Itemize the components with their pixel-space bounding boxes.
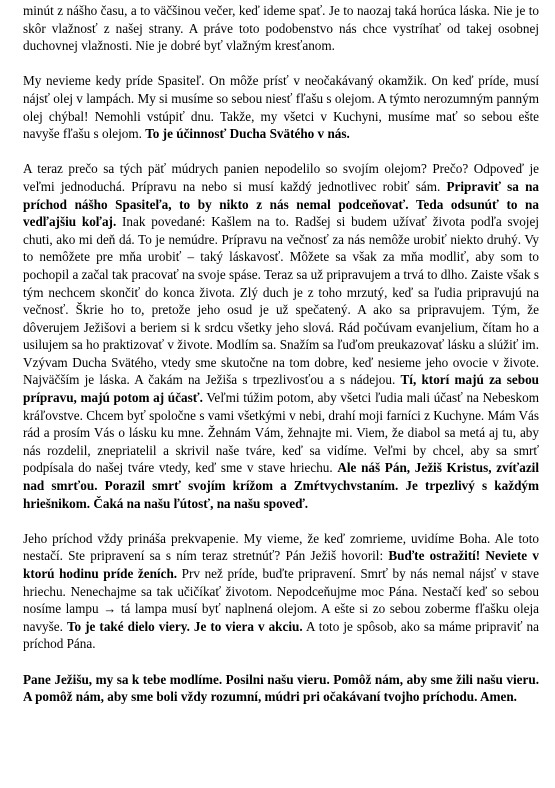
paragraph-4-text-3: A toto je spôsob, ako sa máme pripraviť na príchod Pána. <box>23 618 539 652</box>
paragraph-3-emphasis-2: Tí, ktorí majú za sebou prípravu, majú potom aj účasť. <box>23 372 540 406</box>
paragraph-1 <box>23 2 539 55</box>
paragraph-1-text: minút z nášho času, a to väčšinou večer, keď ideme spať. Je to naozaj taká horúca láska. Nie je to skôr vlažnosť z našej strany. A práve toto podobenstvo nás chce vystríhať od takej osobnej duchovnej vlažnosti. Nie je dobré byť vlažným kresťanom. <box>23 3 539 54</box>
paragraph-3-text-2: Inak povedané: Kašlem na to. Radšej si budem užívať života podľa svojej chuti, ako mi deň dá. To je nemúdre. Prípravu na večnosť za nás nemôže urobiť niekto druhý. Vy to nemôžete pre mňa urobiť – taký láskavosť. Môžete sa však za mňa modliť, aby som to pochopil a začal tak pracovať na svoje spáse. Teraz sa už pripravujem a trvá to dlho. Zaiste však s tým nechcem skončiť do konca života. Zlý duch je z toho mrzutý, keď sa ľudia pripravujú na večnosť. Škrie ho to, pretože jeho osud je už spečatený. A ako sa pripravujem. Tým, že dôverujem Ježišovi a beriem si k srdcu všetky jeho slová. Rád počúvam evanjelium, čítam ho a usilujem sa ho praktizovať v živote. Modlím sa. Snažím sa ľuďom preukazovať lásku a slúžiť im. Vzývam Ducha Svätého, vtedy sme skutočne na tom dobre, keď nesieme jeho ovocie v živote. Najväčším je láska. A čakám na Ježiša s trpezlivosťou a s nádejou. <box>23 214 539 388</box>
closing-prayer-text: Pane Ježišu, my sa k tebe modlíme. Posilni našu vieru. Pomôž nám, aby sme žili našu vieru. A pomôž nám, aby sme boli vždy rozumní, múdri pri očakávaní tvojho príchodu. Amen. <box>23 671 539 705</box>
paragraph-4-emphasis-2: To je také dielo viery. Je to viera v akciu. <box>66 618 303 634</box>
paragraph-3-text-3: Veľmi túžim potom, aby všetci ľudia mali účasť na Nebeskom kráľovstve. Chcem byť spoločne s vami všetkými v nebi, drahí moji farníci z Kuchyne. Mám Vás rád a prosím Vás o lásku ku mne. Žehnám Vám, žehnajte mi. Viem, že diabol sa metá aj tu, aby nás rozdelil, znepriatelil a skrivil naše tváre, keď sa vidíme. Veľmi by chcel, aby sa smrť podpísala do našej tváre vtedy, keď sme v stave hriechu. <box>23 390 539 476</box>
paragraph-3 <box>23 160 539 512</box>
closing-prayer <box>23 671 539 706</box>
paragraph-4-emphasis-1: Buďte ostražití! Neviete v ktorú hodinu príde ženích. <box>23 548 539 581</box>
paragraph-4-text-2: Prv než príde, buďte pripravení. Smrť by nás nemal nájsť v stave hriechu. Nenechajme sa tak učičíkať životom. Nepodceňujme moc Pána. Nestačí keď so sebou nosíme lampu → tá lampa musí byť naplnená olejom. A ešte si zo sebou zoberme fľašku oleja navyše. <box>23 566 539 634</box>
paragraph-2-emphasis: To je účinnosť Ducha Svätého v nás. <box>145 126 350 142</box>
paragraph-4-text-1: Jeho príchod vždy prináša prekvapenie. My vieme, že keď zomrieme, uvidíme Boha. Ale toto nestačí. Ste pripravení sa s ním teraz stretnúť? Pán Ježiš hovoril: <box>23 530 539 564</box>
paragraph-3-text-1: A teraz prečo sa tých päť múdrych panien nepodelilo so svojím olejom? Prečo? Odpoveď je veľmi jednoduchá. Prípravu na nebo si musí každý jednotlivec robiť sám. <box>23 161 539 194</box>
paragraph-4 <box>23 530 539 653</box>
paragraph-2 <box>23 72 539 142</box>
paragraph-2-text: My nevieme kedy príde Spasiteľ. On môže prísť v neočakávaný okamžik. On keď príde, musí nájsť olej v lampách. My si musíme so sebou niesť fľašu s olejom. A týmto nerozumným panným olej chýbal! Nemohli vstúpiť dnu. Takže, my všetci v Kuchyni, musíme mať so sebou ešte navyše fľašu s olejom. <box>23 73 539 142</box>
paragraph-3-emphasis-1: Pripraviť sa na príchod nášho Spasiteľa, to by nikto z nás nemal podceňovať. Teda odsunúť to na vedľajšiu koľaj. <box>23 178 539 230</box>
paragraph-3-emphasis-3: Ale náš Pán, Ježiš Kristus, zvíťazil nad smrťou. Porazil smrť svojím krížom a Zmŕtvychvstaním. Je trpezlivý s každým hriešnikom. Čaká na našu ľútosť, na našu spoveď. <box>23 460 539 511</box>
